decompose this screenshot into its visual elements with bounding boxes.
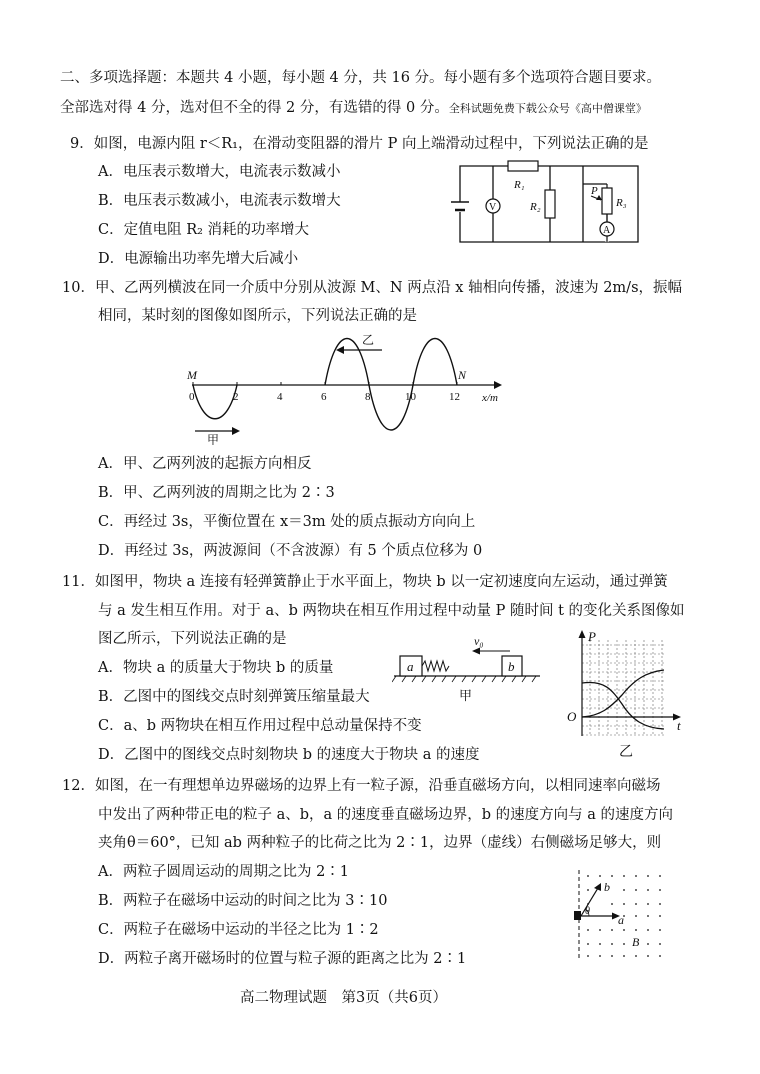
t-axis-label: t — [677, 718, 681, 733]
q9-circuit-figure — [448, 158, 658, 252]
tick-4: 4 — [277, 391, 283, 403]
q11-blocks-figure — [392, 632, 552, 704]
wave-jia-label: 甲 — [207, 433, 220, 445]
q10-option-d: D．再经过 3s，两波源间（不含波源）有 5 个质点位移为 0 — [98, 543, 483, 559]
q11-option-d: D．乙图中的图线交点时刻物块 b 的速度大于物块 a 的速度 — [98, 747, 480, 763]
q11-option-c: C．a、b 两物块在相互作用过程中总动量保持不变 — [98, 718, 422, 734]
spring-icon — [422, 661, 449, 671]
axis-label: x/m — [482, 392, 498, 404]
source-m-label: M — [187, 368, 197, 382]
momentum-curve-b — [582, 682, 664, 729]
q10-option-c: C．再经过 3s，平衡位置在 x＝3m 处的质点振动方向向上 — [98, 514, 476, 530]
q9-option-b: B．电压表示数减小，电流表示数增大 — [98, 193, 341, 209]
section-line-2 — [60, 96, 647, 117]
q9-stem: 9．如图，电源内阻 r＜R₁，在滑动变阻器的滑片 P 向上端滑动过程中，下列说法正确的是 — [70, 136, 649, 152]
q10-wave-figure — [178, 330, 518, 445]
q12-option-c: C．两粒子在磁场中运动的半径之比为 1∶2 — [98, 922, 379, 938]
slider-p-label: P — [591, 185, 598, 197]
momentum-curve-a — [582, 670, 664, 717]
block-b-label: b — [508, 659, 515, 674]
theta-label: θ — [585, 906, 590, 917]
q9-option-c: C．定值电阻 R₂ 消耗的功率增大 — [98, 222, 310, 238]
figure-yi-label: 乙 — [619, 745, 633, 760]
rheostat-r3 — [602, 188, 612, 214]
source-n-label: N — [458, 368, 467, 382]
q9-option-a: A．电压表示数增大，电流表示数减小 — [98, 164, 341, 180]
tick-2: 2 — [233, 391, 239, 403]
resistor-r1 — [508, 161, 538, 171]
q12-stem-2: 中发出了两种带正电的粒子 a、b，a 的速度垂直磁场边界，b 的速度方向与 a 的速度方向 — [98, 807, 674, 823]
section-line-1: 二、多项选择题：本题共 4 小题，每小题 4 分，共 16 分。每小题有多个选项符合题目要求。 — [60, 70, 662, 86]
x-axis-arrow-icon — [494, 381, 502, 389]
wave-yi-curve — [325, 339, 457, 431]
q9-option-d: D．电源输出功率先增大后减小 — [98, 251, 299, 267]
q12-stem-1: 12．如图，在一有理想单边界磁场的边界上有一粒子源，沿垂直磁场方向，以相同速率向磁场 — [62, 778, 661, 794]
q10-option-b: B．甲、乙两列波的周期之比为 2∶3 — [98, 485, 335, 501]
wave-yi-label: 乙 — [362, 333, 375, 347]
block-a-label: a — [407, 659, 414, 674]
particle-source — [574, 911, 581, 920]
v0-label: v₀ — [474, 634, 484, 648]
q10-option-a: A．甲、乙两列波的起振方向相反 — [98, 456, 312, 472]
q11-option-a: A．物块 a 的质量大于物块 b 的质量 — [98, 660, 334, 676]
particle-b-label: b — [604, 880, 610, 894]
voltmeter-label: V — [489, 202, 497, 213]
q10-stem-2: 相同，某时刻的图像如图所示，下列说法正确的是 — [98, 308, 417, 324]
q11-momentum-graph — [560, 628, 695, 760]
section-rule: 全部选对得 4 分，选对但不全的得 2 分，有选错的得 0 分。 — [60, 100, 449, 116]
tick-6: 6 — [321, 391, 327, 403]
p-axis-label: P — [588, 629, 596, 644]
r2-label: R₂ — [530, 201, 541, 213]
section-note: 全科试题免费下载公众号《高中僧课堂》 — [448, 102, 647, 115]
origin-label: O — [567, 709, 577, 724]
ammeter-label: A — [603, 225, 611, 236]
r1-label: R₁ — [514, 179, 525, 191]
tick-0: 0 — [189, 391, 195, 403]
right-arrow-icon — [232, 427, 240, 435]
figure-jia-label: 甲 — [459, 688, 473, 703]
q11-stem-2: 与 a 发生相互作用。对于 a、b 两物块在相互作用过程中动量 P 随时间 t 的变化关系图像如 — [98, 603, 685, 619]
q11-option-b: B．乙图中的图线交点时刻弹簧压缩量最大 — [98, 689, 370, 705]
left-arrow-icon — [472, 648, 480, 655]
q11-stem-3: 图乙所示，下列说法正确的是 — [98, 631, 287, 647]
resistor-r2 — [545, 190, 555, 218]
page-footer: 高二物理试题 第3页（共6页） — [240, 990, 447, 1006]
q12-stem-3: 夹角θ＝60°，已知 ab 两种粒子的比荷之比为 2∶1，边界（虚线）右侧磁场足够大，则 — [98, 835, 662, 851]
tick-12: 12 — [449, 391, 460, 403]
wave-jia-curve — [193, 385, 237, 419]
q12-option-a: A．两粒子圆周运动的周期之比为 2∶1 — [98, 864, 350, 880]
q12-option-b: B．两粒子在磁场中运动的时间之比为 3∶10 — [98, 893, 388, 909]
field-b-label: B — [632, 935, 640, 949]
particle-a-label: a — [618, 913, 624, 927]
q12-magnetic-field-figure — [566, 866, 676, 964]
q12-option-d: D．两粒子离开磁场时的位置与粒子源的距离之比为 2∶1 — [98, 951, 467, 967]
tick-8: 8 — [365, 391, 371, 403]
q10-stem-1: 10．甲、乙两列横波在同一介质中分别从波源 M、N 两点沿 x 轴相向传播，波速为 2m/s，振幅 — [62, 280, 683, 296]
q11-stem-1: 11．如图甲，物块 a 连接有轻弹簧静止于水平面上，物块 b 以一定初速度向左运动，通过弹簧 — [62, 574, 668, 590]
r3-label: R₃ — [616, 197, 627, 209]
up-arrow-icon — [579, 630, 586, 638]
tick-10: 10 — [405, 391, 416, 403]
